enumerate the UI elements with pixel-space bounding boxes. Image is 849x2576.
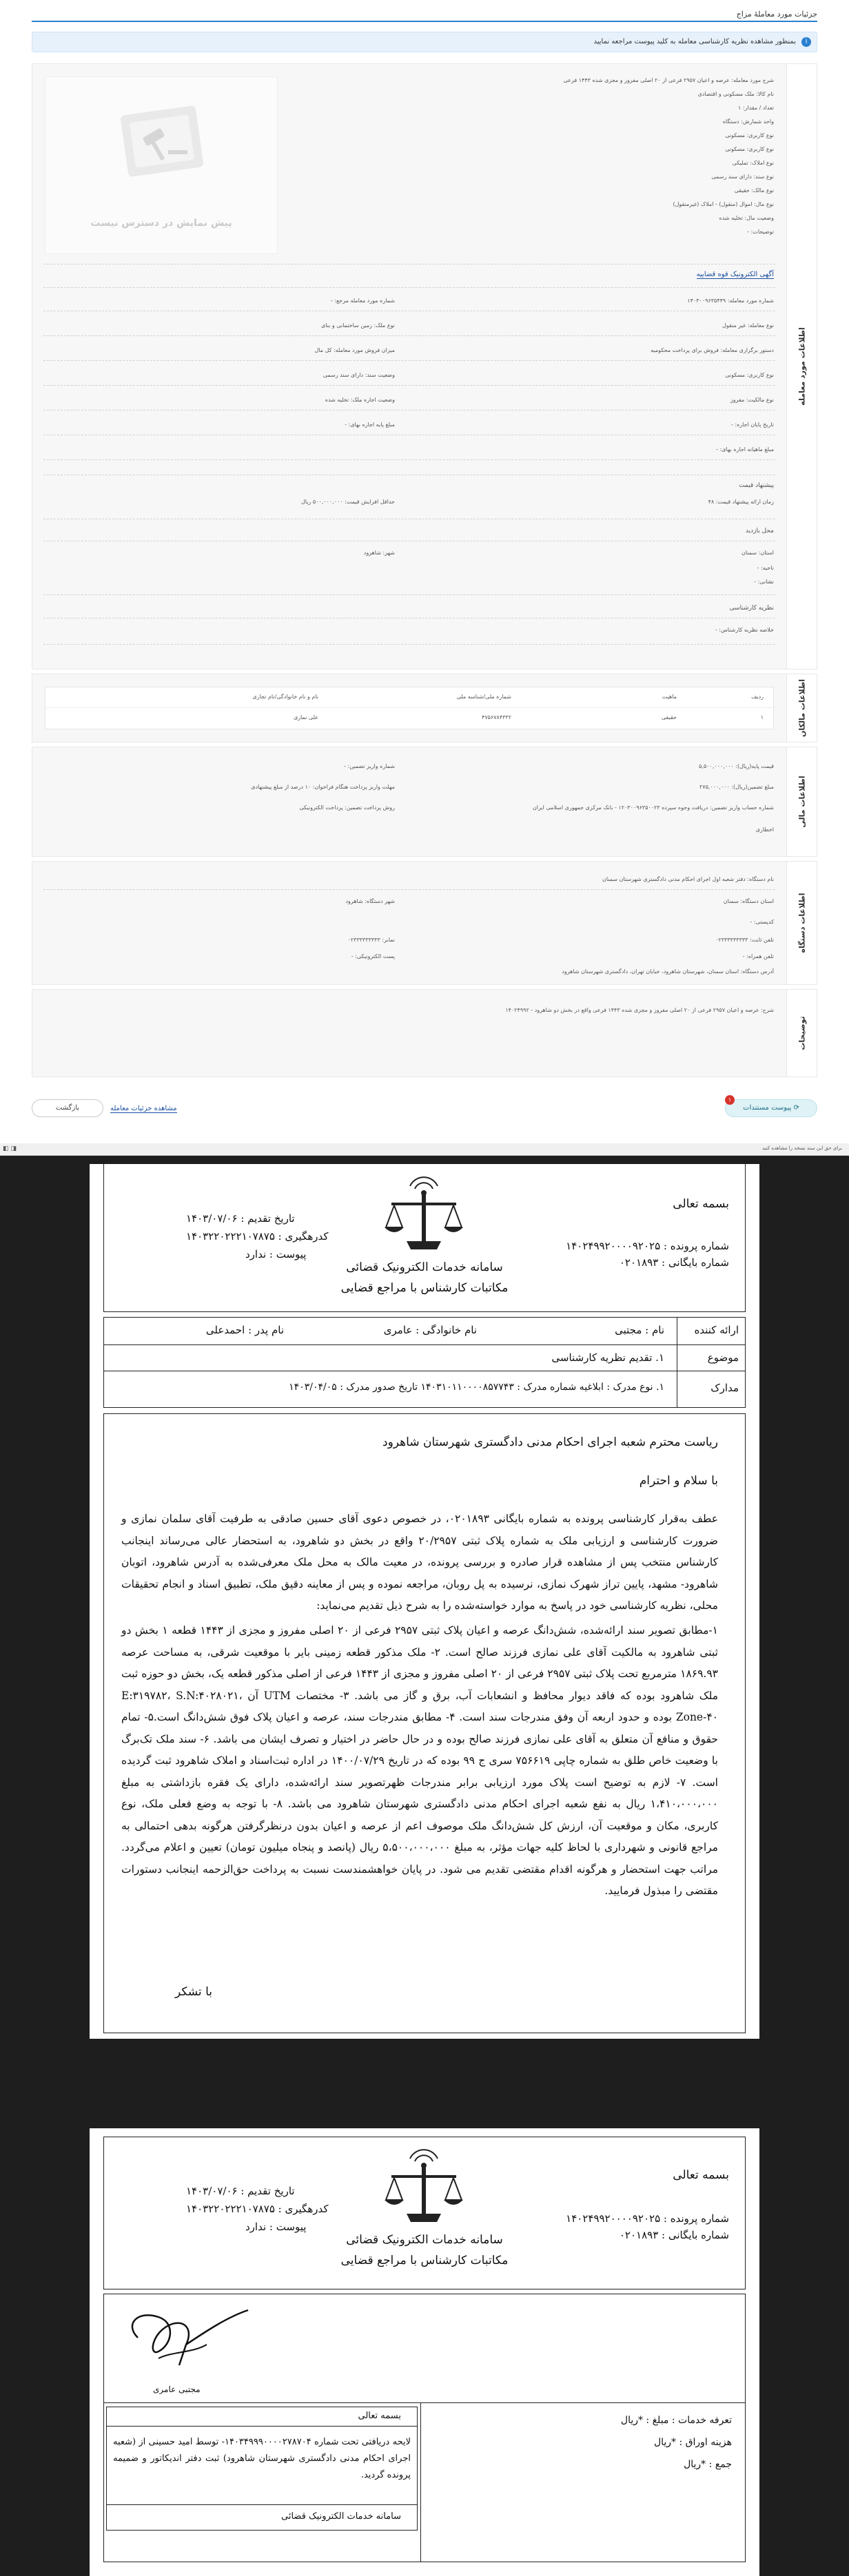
owners-table: [45, 687, 774, 729]
doc1-thanks: با تشکر: [175, 1985, 212, 1999]
deal-grid-field: نوع کاربری: مسکونی: [725, 372, 774, 378]
doc1-attachment: پیوست : ندارد: [245, 1248, 307, 1260]
deal-info-tab: اطلاعات مورد معامله: [786, 64, 817, 669]
viewer-toolbar: [0, 1143, 849, 1156]
e-notice-link[interactable]: آگهی الکترونیک قوه قضاییه: [696, 271, 774, 278]
table-cell: حقیقی: [661, 714, 677, 720]
back-button[interactable]: بازگشت: [32, 1099, 103, 1117]
doc2-system-name: سامانه خدمات الکترونیک قضائی: [346, 2233, 503, 2247]
finance-field: قیمت پایه(ریال): ۵,۵۰۰,۰۰۰,۰۰۰: [699, 763, 774, 769]
doc1-archive-number: شماره بایگانی : ۰۲۰۱۸۹۳: [619, 1256, 729, 1269]
deal-field: وضعیت مال: تخلیه شده: [719, 215, 774, 221]
doc1-system-name: سامانه خدمات الکترونیک قضائی: [346, 1260, 503, 1274]
deal-grid-field: میزان فروش مورد معامله: کل مال: [314, 347, 395, 353]
deal-grid-field: نوع ملک: زمین ساختمانی و بنای: [321, 322, 395, 329]
deal-info-section: [32, 63, 817, 669]
doc2-system-subtitle: مکاتبات کارشناس با مراجع قضایی: [340, 2254, 509, 2267]
deal-field: تعداد / مقدار: ۱: [737, 105, 774, 111]
documents-value: ۱. نوع مدرک : ابلاغیه شماره مدرک : ۱۴۰۳۱۰۱۱۰۰۰۰۸۵۷۷۴۳ تاریخ صدور مدرک : ۱۴۰۳/۰۴/۰۵: [289, 1382, 664, 1393]
deal-field: نوع سند: دارای سند رسمی: [711, 174, 774, 180]
expert-summary: خلاصه نظریه کارشناس: -: [715, 627, 774, 633]
image-placeholder: [45, 76, 278, 254]
deal-grid-field: دستور برگزاری معامله: فروش برای پرداخت محکومیه: [651, 347, 774, 353]
subject-label: موضوع: [707, 1351, 739, 1364]
table-cell: ردیف: [751, 694, 764, 700]
deal-field: نوع کاربری: مسکونی: [725, 132, 774, 138]
deal-field: واحد شمارش: دستگاه: [722, 118, 774, 125]
expert-label: نظریه کارشناسی: [729, 605, 774, 612]
deal-field: نوع مال: اموال (منقول) - املاک (غیرمنقول): [673, 201, 774, 207]
deal-field: نام کالا: ملک مسکونی و اقتصادی: [697, 91, 774, 97]
finance-field: شماره واریز تضمین: -: [344, 763, 395, 769]
table-row: [45, 708, 773, 729]
offer-open: زمان ارائه پیشنهاد قیمت: ۴۸: [708, 499, 774, 505]
title-underline: [32, 21, 817, 22]
deal-grid-field: وضعیت سند: دارای سند رسمی: [323, 372, 395, 378]
judiciary-emblem-icon: [379, 1172, 469, 1255]
documents-label: مدارک: [710, 1382, 739, 1394]
table-cell: نام و نام خانوادگی/نام تجاری: [252, 694, 318, 700]
doc1-case-number: شماره پرونده : ۱۴۰۲۴۹۹۲۰۰۰۰۹۲۰۲۵: [566, 1240, 729, 1252]
table-cell: علی نمازی: [293, 714, 318, 720]
agency-fax: نمابر: ۰۲۳۳۳۳۳۳۳۳۳: [347, 937, 395, 943]
notice-text: بمنظور مشاهده نظریه کارشناسی معامله به کلید پیوست مراجعه نمایید: [593, 38, 796, 45]
viewer-title: برای حق این سند نسخه را مشاهده کنید: [761, 1145, 842, 1151]
signature-image: [110, 2303, 262, 2379]
offer-label: پیشنهاد قیمت: [739, 482, 774, 489]
finance-field: روش پرداخت تضمین: پرداخت الکترونیکی: [299, 804, 395, 811]
table-cell: ۱: [760, 714, 764, 720]
deal-details-panel: [0, 0, 849, 1143]
deal-grid-field: نوع معامله: غیر منقول: [722, 322, 774, 329]
location-province: استان: سمنان: [741, 550, 774, 556]
owners-table-header: [45, 687, 773, 708]
signer-name: مجتبی عامری: [153, 2385, 201, 2394]
description-section: [32, 989, 817, 1077]
doc1-date: تاریخ تقدیم : ۱۴۰۳/۰۷/۰۶: [186, 1212, 295, 1225]
description-tab: توضیحات: [786, 990, 817, 1077]
agency-tab: اطلاعات دستگاه: [786, 862, 817, 984]
table-cell: ۴۷۵۶۷۸۴۳۳۲: [482, 714, 511, 720]
agency-phone: تلفن ثابت: ۰۲۳۳۳۳۳۳۳۳۳: [715, 937, 774, 943]
provider-father: نام پدر : احمدعلی: [205, 1324, 284, 1336]
owners-section: [32, 674, 817, 742]
doc1-greeting: با سلام و احترام: [639, 1474, 718, 1488]
document-page-1: [90, 1164, 759, 2039]
image-placeholder-caption: پیش نمایش در دسترس نیست: [90, 218, 232, 229]
doc1-intro-paragraph: عطف به‌قرار کارشناسی پرونده به شماره بایگانی ۰۲۰۱۸۹۳، در خصوص دعوی آقای حسین صادقی به طرفیت آقای سلمان نمازی و ضرورت کارشناسی و ارزیابی ملک به شماره پلاک ثبتی ۲۰/۲۹۵۷ واقع در بخش دو شاهرود، به استحضار عالی می‌رساند اینجانب کارشناس منتخب پس از مشاهده قرار صادره و بررسی پرونده، در معیت مالک به محل ملک معرفی‌شده به آدرس شاهرود، اتوبان شاهرود- مشهد، پایین تراز شهرک نمازی، نرسیده به پل روبان، مراجعه نموده و پس از معاینه دقیق ملک، تطبیق اسناد و انجام تحقیقات محلی، نظریه کارشناسی خود در پاسخ به موارد خواسته‌شده را به شرح ذیل تقدیم می‌نماید:: [121, 1513, 718, 1612]
agency-section: [32, 861, 817, 985]
doc2-tracking: کدرهگیری : ۱۴۰۳۲۲۰۲۲۲۱۰۷۸۷۵: [186, 2203, 329, 2215]
doc1-findings-paragraph: ۱-مطابق تصویر سند ارائه‌شده، شش‌دانگ عرصه و اعیان پلاک ثبتی ۲۹۵۷ فرعی از ۲۰ اصلی مفروز و مجزی از ۱۴۴۳ قطعه ۱ بخش دو ثبتی شاهرود به مالکیت آقای علی نمازی فرزند صالح است. ۲- ملک مذکور قطعه زمینی بایر با موقعیت شرقی، به مساحت عرصه ۱۸۶۹.۹۳ مترمربع تحت پلاک ثبتی ۲۹۵۷ فرعی از ۲۰ اصلی مفروز و مجزی از ۱۴۴۳ فرعی از اصلی مذکور قطعه یک، بخش دو حوزه ثبت ملک شاهرود بوده که فاقد دیوار محافظ و انشعابات آب، برق و گاز می باشد. ۳- مختصات UTM آن E:۳۱۹۷۸۲، S.N:۴۰۲۸۰۲۱، Zone-۴۰ بوده و حدود اربعه آن وفق مندرجات سند است. ۴- مطابق مندرجات سند، عرصه و اعیان پلاک فوق شش‌دانگ است.۵- تمام حقوق و منافع آن متعلق به آقای علی نمازی فرزند صالح بوده و در حال حاضر در اختیار و تصرف ایشان می باشد. ۶- سند ملک تک‌برگ با وضعیت خاص طلق به شماره چاپی ۷۵۶۶۱۹ سری ج ۹۹ بوده که در تاریخ ۱۴۰۰/۰۷/۲۹ در اداره ثبت‌اسناد و املاک شاهرود ثبت گردیده است. ۷- لازم به توضیح است پلاک مورد ارزیابی برابر مندرجات ظهرتصویر سند ارائه‌شده، دارای یک فقره بازداشتی به مبلغ ۱،۴۱۰،۰۰۰،۰۰۰ ریال به نفع شعبه اجرای احکام مدنی دادگستری شهرستان شاهرود می باشد. ۸- با توجه به وضع فعلی ملک، نوع کاربری، مکان و موقعیت آن، ارزش کل شش‌دانگ ملک موصوف اعم از عرصه و اعیان بدون درنظرگرفتن هرگونه بدهی احتمالی به مراجع قانونی و شهرداری با لحاظ کلیه جهات مؤثر، به مبلغ ۵،۵۰۰،۰۰۰،۰۰۰ ریال (پانصد و پنجاه میلیون تومان) تعیین و اعلام می‌گردد. مراتب جهت استحضار و هرگونه اقدام مقتضی تقدیم می شود. در پایان خواهشمندست نسبت به پرداخت حق‌الزحمه اینجانب دستورات مقتضی را مبذول فرمایید.: [121, 1624, 719, 1897]
deal-field: نوع املاک: تملیکی: [732, 160, 774, 166]
description-text: شرح: عرصه و اعیان ۲۹۵۷ فرعی از ۲۰ اصلی مفروز و مجزی شده ۱۴۴۳ فرعی واقع در بخش دو شاهرود - ۱۴۰۲۴۹۹۲: [505, 1007, 774, 1013]
attachments-button[interactable]: ⟳ پیوست مستندات: [725, 1099, 817, 1117]
agency-postcode: کدپستی: -: [750, 919, 774, 925]
receipt-title: بسمه تعالی: [358, 2411, 401, 2421]
finance-field: شماره حساب واریز تضمین: دریافت وجوه سپرده ۱۲۰۳۰۰۹۶۳۵۰۰۲۳ - بانک مرکزی جمهوری اسلامی ایران: [532, 804, 774, 811]
doc1-system-subtitle: مکاتبات کارشناس با مراجع قضایی: [340, 1281, 509, 1295]
agency-email: پست الکترونیکی: -: [351, 953, 395, 959]
doc1-addressee: ریاست محترم شعبه اجرای احکام مدنی دادگستری شهرستان شاهرود: [382, 1435, 718, 1449]
deal-grid-field: تاریخ پایان اجاره: -: [731, 422, 774, 428]
deal-grid-field: مبلغ ماهیانه اجاره بهای: -: [716, 446, 774, 453]
doc2-basmala: بسمه تعالی: [673, 2168, 729, 2182]
agency-address: آدرس دستگاه: استان سمنان، شهرستان شاهرود، خیابان تهران، دادگستری شهرستان شاهرود: [562, 968, 774, 975]
offer-min: حداقل افزایش قیمت: ۵۰۰,۰۰۰,۰۰۰ ریال: [300, 499, 395, 505]
location-region: ناحیه: -: [757, 565, 774, 571]
doc2-archive-number: شماره بایگانی : ۰۲۰۱۸۹۳: [619, 2229, 729, 2241]
finance-section: [32, 747, 817, 857]
deal-grid-field: شماره مورد معامله: ۱۴۰۳۰۰۹۶۳۵۴۴۹: [687, 298, 774, 304]
info-icon: i: [801, 37, 811, 47]
fee-services: تعرفه خدمات : مبلغ : *ریال: [620, 2415, 732, 2426]
deal-grid-field: مبلغ پایه اجاره بهای: -: [345, 422, 395, 428]
deal-field: توضیحات: -: [747, 229, 774, 235]
table-cell: شماره ملی/شناسه ملی: [456, 694, 511, 700]
agency-name: نام دستگاه: دفتر شعبه اول اجرای احکام مدنی دادگستری شهرستان سمنان: [602, 876, 774, 882]
document-page-2: [90, 2128, 759, 2576]
provider-family: نام خانوادگی : عامری: [383, 1324, 477, 1336]
deal-field: نوع کاربری: مسکونی: [725, 146, 774, 152]
fee-papers: هزینه اوراق : *ریال: [653, 2437, 732, 2448]
owners-tab: اطلاعات مالکان: [786, 674, 817, 742]
deal-grid-field: شماره مورد معامله مرجع: -: [330, 298, 395, 304]
finance-tab: اطلاعات مالی: [786, 747, 817, 856]
doc1-basmala: بسمه تعالی: [673, 1197, 729, 1211]
agency-province: استان دستگاه: سمنان: [723, 898, 774, 904]
finance-extra: اخطاری: [755, 827, 774, 833]
gavel-image-icon: [117, 105, 207, 180]
doc2-attachment: پیوست : ندارد: [245, 2221, 307, 2233]
finance-field: مبلغ تضمین(ریال): ۲۷۵,۰۰۰,۰۰۰: [699, 784, 774, 790]
deal-grid-field: وضعیت اجاره ملک: تخلیه شده: [325, 397, 395, 403]
deal-field: نوع مالک: حقیقی: [734, 187, 774, 194]
receipt-text: لایحه دریافتی تحت شماره ۱۴۰۳۴۹۹۹۰۰۰۰۲۷۸۷۰۴- توسط امید حسینی از (شعبه اجرای احکام مدنی دادگستری شهرستان شاهرود) ثبت دفتر اندیکاتور و ضمیمه پرونده گردید.: [113, 2437, 411, 2480]
subject-value: ۱. تقدیم نظریه کارشناسی: [551, 1351, 664, 1364]
agency-city: شهر دستگاه: شاهرود: [345, 898, 395, 904]
agency-mobile: تلفن همراه: -: [742, 953, 774, 959]
deal-grid-field: نوع مالکیت: مفروز: [730, 397, 774, 403]
doc2-case-number: شماره پرونده : ۱۴۰۲۴۹۹۲۰۰۰۰۹۲۰۲۵: [566, 2212, 729, 2225]
page-title: جزئیات مورد معاملهٔ مزاج: [736, 10, 817, 19]
location-address: نشانی: -: [754, 579, 774, 585]
doc2-date: تاریخ تقدیم : ۱۴۰۳/۰۷/۰۶: [186, 2185, 295, 2197]
fee-total: جمع : *ریال: [684, 2459, 732, 2470]
receipt-footer: سامانه خدمات الکترونیک قضائی: [281, 2511, 401, 2522]
attachment-icon: ⟳: [791, 1104, 799, 1112]
table-cell: ماهیت: [662, 694, 677, 700]
provider-label: ارائه کننده: [694, 1324, 739, 1336]
provider-name: نام : مجتبی: [615, 1324, 664, 1336]
deal-field: شرح مورد معامله: عرصه و اعیان ۲۹۵۷ فرعی از ۲۰ اصلی مفروز و مجزی شده ۱۴۴۳ فرعی: [563, 77, 774, 83]
judiciary-emblem-icon-2: [379, 2145, 469, 2227]
location-label: محل بازدید: [745, 528, 774, 534]
location-city: شهر: شاهرود: [363, 550, 395, 556]
info-notice: [32, 32, 817, 52]
viewer-tool-icons[interactable]: ◧ ◨: [3, 1145, 17, 1152]
attachments-badge: ۱: [725, 1095, 735, 1105]
doc1-tracking: کدرهگیری : ۱۴۰۳۲۲۰۲۲۲۱۰۷۸۷۵: [186, 1230, 329, 1243]
view-deal-details-link[interactable]: مشاهده جزئیات معامله: [110, 1105, 177, 1112]
finance-field: مهلت واریز پرداخت هنگام فراخوان: ۱۰ درصد از مبلغ پیشنهادی: [251, 784, 395, 790]
